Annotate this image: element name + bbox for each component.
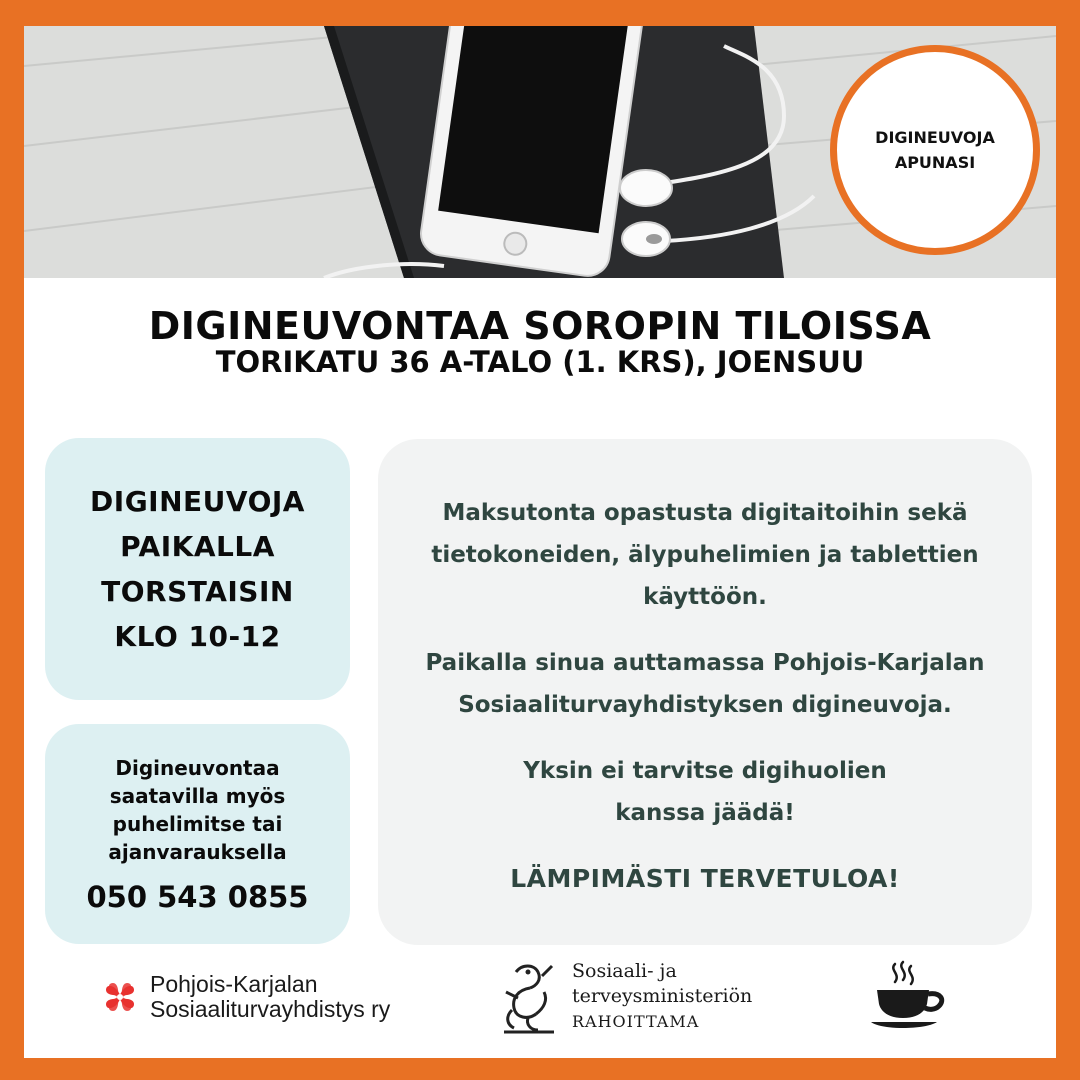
badge-line-1: DIGINEUVOJA xyxy=(875,128,995,147)
hours-line-4: KLO 10-12 xyxy=(114,620,281,653)
lion-coat-of-arms-icon xyxy=(498,958,560,1034)
info-card xyxy=(378,439,1032,945)
info-paragraph-2 xyxy=(425,642,984,726)
hours-card xyxy=(45,438,350,700)
hours-line-1: DIGINEUVOJA xyxy=(90,485,305,518)
stm-logo xyxy=(498,958,752,1034)
address: TORIKATU 36 A-TALO (1. KRS), JOENSUU xyxy=(215,345,865,379)
phone-card-line-3: puhelimitse tai xyxy=(112,812,283,836)
heart-cross-logo-icon xyxy=(96,973,144,1021)
info-p2-line-2: Sosiaaliturvayhdistyksen digineuvoja. xyxy=(458,691,952,718)
hours-line-3: TORSTAISIN xyxy=(101,575,294,608)
info-p3-line-2: kanssa jäädä! xyxy=(615,799,795,826)
sy-logo-line-1: Pohjois-Karjalan xyxy=(150,971,318,997)
info-p2-line-1: Paikalla sinua auttamassa Pohjois-Karjalan xyxy=(425,649,985,676)
poster-title: DIGINEUVONTAA SOROPIN TILOISSA xyxy=(148,304,932,348)
sy-logo-line-2: Sosiaaliturvayhdistys ry xyxy=(150,996,391,1022)
hours-line-2: PAIKALLA xyxy=(120,530,275,563)
coffee-cup-icon xyxy=(867,960,949,1032)
info-p1-line-1: Maksutonta opastusta digitaitoihin sekä xyxy=(442,499,968,526)
info-p1-line-3: käyttöön. xyxy=(643,583,767,610)
stm-logo-line-2: terveysministeriön xyxy=(572,984,753,1007)
info-p3-line-1: Yksin ei tarvitse digihuolien xyxy=(523,757,887,784)
stm-logo-line-3: RAHOITTAMA xyxy=(572,1011,700,1031)
stm-logo-line-1: Sosiaali- ja xyxy=(572,959,677,982)
sosiaaliturvayhdistys-logo xyxy=(96,972,390,1022)
phone-card-line-4: ajanvarauksella xyxy=(108,840,287,864)
phone-card-line-1: Digineuvontaa xyxy=(115,756,280,780)
info-paragraph-3 xyxy=(523,750,886,834)
phone-card-line-2: saatavilla myös xyxy=(109,784,286,808)
info-paragraph-1 xyxy=(431,492,978,618)
info-p1-line-2: tietokoneiden, älypuhelimien ja tablettien xyxy=(431,541,979,568)
badge-line-2: APUNASI xyxy=(894,153,976,172)
phone-number[interactable]: 050 543 0855 xyxy=(86,880,309,914)
welcome-text: LÄMPIMÄSTI TERVETULOA! xyxy=(510,863,900,893)
phone-card xyxy=(45,724,350,944)
